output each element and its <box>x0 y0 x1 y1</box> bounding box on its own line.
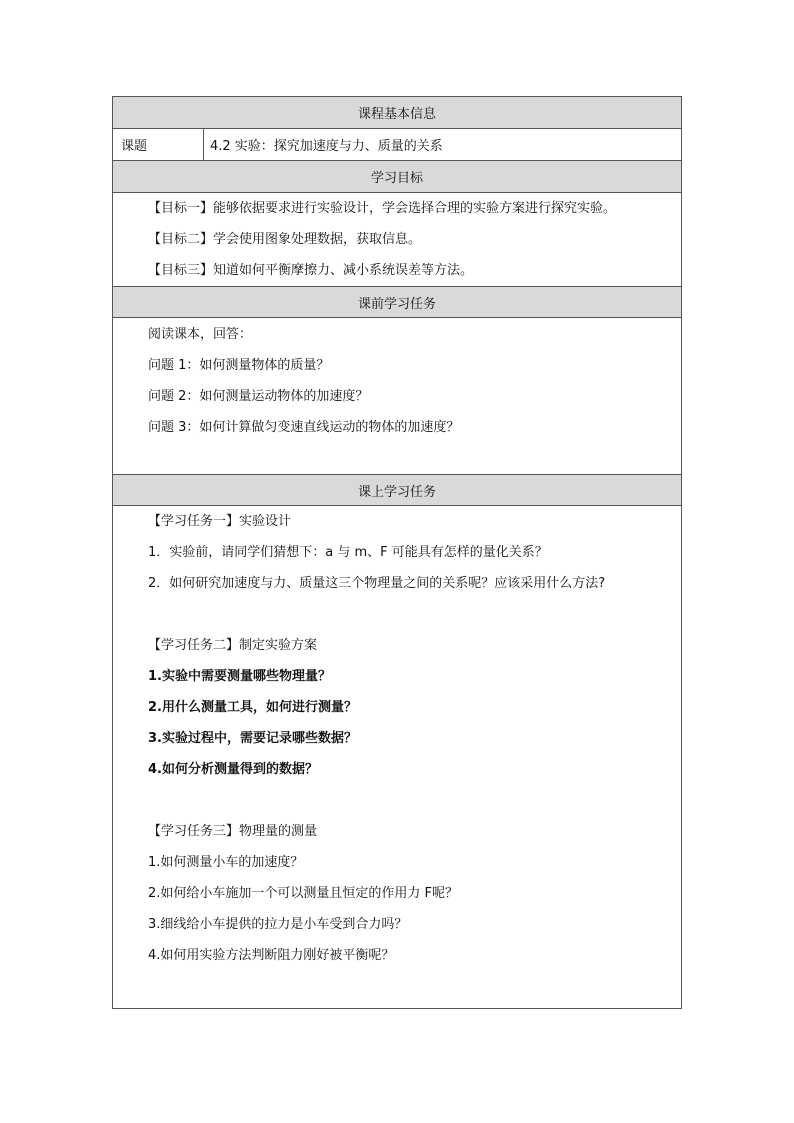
topic-value: 4.2 实验：探究加速度与力、质量的关系 <box>210 139 443 154</box>
pre-question-1: 问题 1：如何测量物体的质量？ <box>148 358 330 373</box>
goal-3: 【目标三】知道如何平衡摩擦力、减小系统误差等方法。 <box>148 263 474 278</box>
topic-row <box>113 129 681 161</box>
task1-item-2: 2．如何研究加速度与力、质量这三个物理量之间的关系呢？应该采用什么方法? <box>148 576 606 591</box>
task3-item-1: 1.如何测量小车的加速度？ <box>148 855 304 870</box>
task3-title: 【学习任务三】物理量的测量 <box>148 824 318 839</box>
header-pre-class: 课前学习任务 <box>113 286 681 318</box>
task2-title: 【学习任务二】制定实验方案 <box>148 638 318 653</box>
header-basic-info: 课程基本信息 <box>113 97 681 129</box>
header-in-class: 课上学习任务 <box>113 474 681 506</box>
spacer <box>113 785 681 816</box>
task1-title: 【学习任务一】实验设计 <box>148 514 292 529</box>
lesson-table <box>112 96 682 1009</box>
goal-2: 【目标二】学会使用图象处理数据，获取信息。 <box>148 232 422 247</box>
in-class-section <box>113 506 681 971</box>
topic-label: 课题 <box>113 129 204 160</box>
goals-section <box>113 193 681 286</box>
task3-item-2: 2.如何给小车施加一个可以测量且恒定的作用力 F呢？ <box>148 886 459 901</box>
task3-item-3: 3.细线给小车提供的拉力是小车受到合力吗？ <box>148 917 408 932</box>
task2-item-3: 3.实验过程中，需要记录哪些数据？ <box>148 731 357 746</box>
task1-item-1: 1．实验前，请同学们猜想下：a 与 m、F 可能具有怎样的量化关系？ <box>148 545 548 560</box>
pre-question-3: 问题 3：如何计算做匀变速直线运动的物体的加速度？ <box>148 420 460 435</box>
goal-1: 【目标一】能够依据要求进行实验设计，学会选择合理的实验方案进行探究实验。 <box>148 201 617 216</box>
header-goals: 学习目标 <box>113 161 681 193</box>
pre-question-2: 问题 2：如何测量运动物体的加速度？ <box>148 389 369 404</box>
task2-item-2: 2.用什么测量工具，如何进行测量？ <box>148 700 357 715</box>
task3-item-4: 4.如何用实验方法判断阻力刚好被平衡呢？ <box>148 948 395 963</box>
pre-class-section <box>113 318 681 474</box>
task2-item-1: 1.实验中需要测量哪些物理量？ <box>148 669 331 684</box>
task2-item-4: 4.如何分析测量得到的数据？ <box>148 762 318 777</box>
pre-intro: 阅读课本，回答： <box>148 327 253 342</box>
spacer <box>113 599 681 630</box>
